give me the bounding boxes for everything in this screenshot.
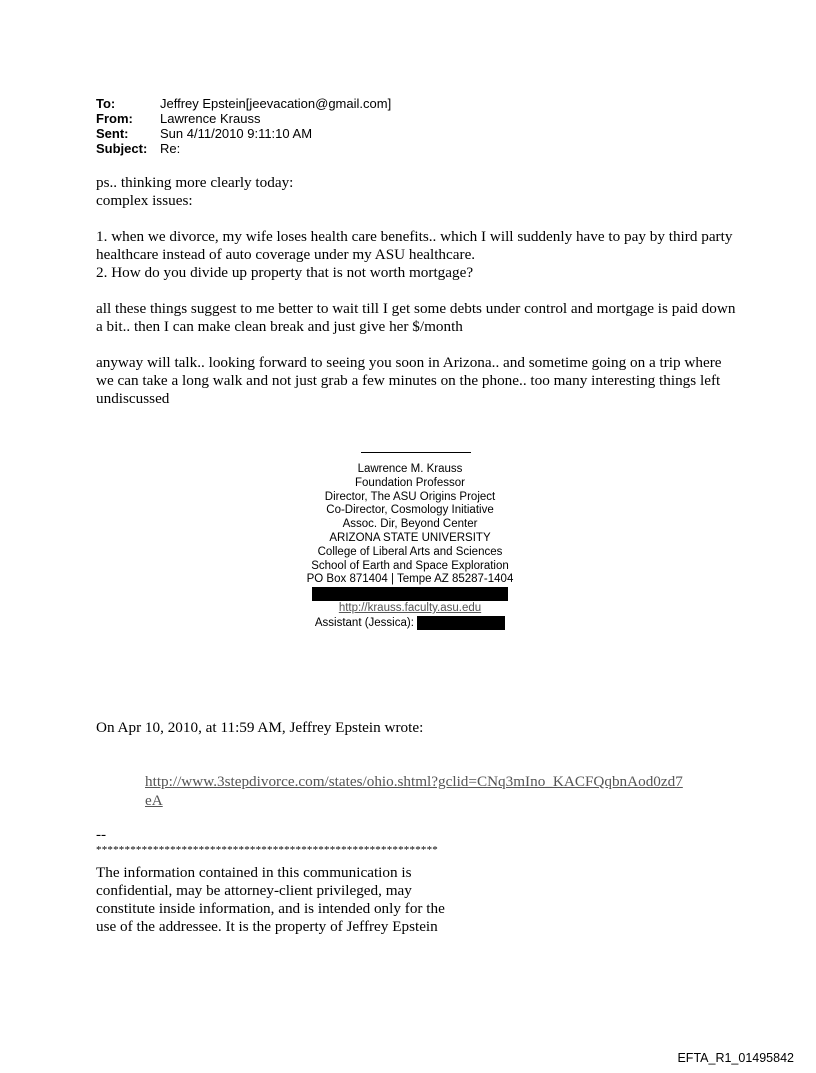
email-body <box>96 174 736 426</box>
body-intro <box>96 174 736 210</box>
quoted-link[interactable]: http://www.3stepdivorce.com/states/ohio.shtml?gclid=CNq3mIno_KACFQqbnAod0zd7eA <box>145 773 683 809</box>
document-id: EFTA_R1_01495842 <box>677 1051 794 1065</box>
sent-row <box>96 126 391 141</box>
signature-title3: Co-Director, Cosmology Initiative <box>326 504 494 517</box>
quoted-message <box>145 772 685 810</box>
from-label: From: <box>96 111 133 126</box>
signature-rule <box>361 452 471 463</box>
from-row <box>96 111 391 126</box>
signature-name: Lawrence M. Krauss <box>357 463 463 475</box>
sent-value: Sun 4/11/2010 9:11:10 AM <box>160 126 313 141</box>
signature-block <box>250 452 570 631</box>
signature-org3: School of Earth and Space Exploration <box>311 559 509 572</box>
signature-title1: Foundation Professor <box>355 476 465 489</box>
footer-stars: ************************************************************ <box>96 844 438 856</box>
body-paragraph-3: anyway will talk.. looking forward to seeing you soon in Arizona.. and sometime going on a trip where we can take a long walk and not just grab a few minutes on the phone.. too many interesting things left undiscussed <box>96 354 722 407</box>
signature-org2: College of Liberal Arts and Sciences <box>317 545 503 558</box>
footer-dashes: -- <box>96 826 107 843</box>
footer-block <box>96 826 596 936</box>
redaction-box-phone <box>312 587 508 601</box>
quoted-wrote-line: On Apr 10, 2010, at 11:59 AM, Jeffrey Epstein wrote: <box>96 719 424 736</box>
sent-label: Sent: <box>96 126 129 141</box>
footer-disclaimer: The information contained in this communication is confidential, may be attorney-client privileged, may constitute inside information, and is intended only for the use of the addressee. It is the property of Jeffrey Epstein <box>96 864 445 935</box>
signature-address: PO Box 871404 | Tempe AZ 85287-1404 <box>306 573 514 586</box>
signature-title4: Assoc. Dir, Beyond Center <box>342 518 478 531</box>
body-point2: 2. How do you divide up property that is not worth mortgage? <box>96 264 474 281</box>
signature-title2: Director, The ASU Origins Project <box>324 490 496 503</box>
from-value: Lawrence Krauss <box>160 111 261 126</box>
email-header <box>96 96 391 156</box>
body-line2: complex issues: <box>96 192 193 209</box>
subject-label: Subject: <box>96 141 148 156</box>
to-value: Jeffrey Epstein[jeevacation@gmail.com] <box>160 96 392 111</box>
body-paragraph-2: all these things suggest to me better to wait till I get some debts under control and mortgage is paid down a bit.. then I can make clean break and just give her $/month <box>96 300 736 335</box>
signature-assistant-label: Assistant (Jessica): <box>314 616 414 629</box>
redaction-box-assistant <box>417 616 505 630</box>
body-points <box>96 228 736 282</box>
signature-assistant-row <box>250 616 570 631</box>
subject-row <box>96 141 391 156</box>
signature-org1: ARIZONA STATE UNIVERSITY <box>329 531 491 544</box>
subject-value: Re: <box>160 141 181 156</box>
signature-url-row <box>250 602 570 616</box>
body-line1: ps.. thinking more clearly today: <box>96 174 294 191</box>
signature-url-link[interactable]: http://krauss.faculty.asu.edu <box>338 602 482 614</box>
to-label: To: <box>96 96 116 111</box>
signature-redacted-phone-row <box>250 587 570 602</box>
body-point1: 1. when we divorce, my wife loses health care benefits.. which I will suddenly have to pay by third party healthcare instead of auto coverage under my ASU healthcare. <box>96 228 733 263</box>
to-row <box>96 96 391 111</box>
